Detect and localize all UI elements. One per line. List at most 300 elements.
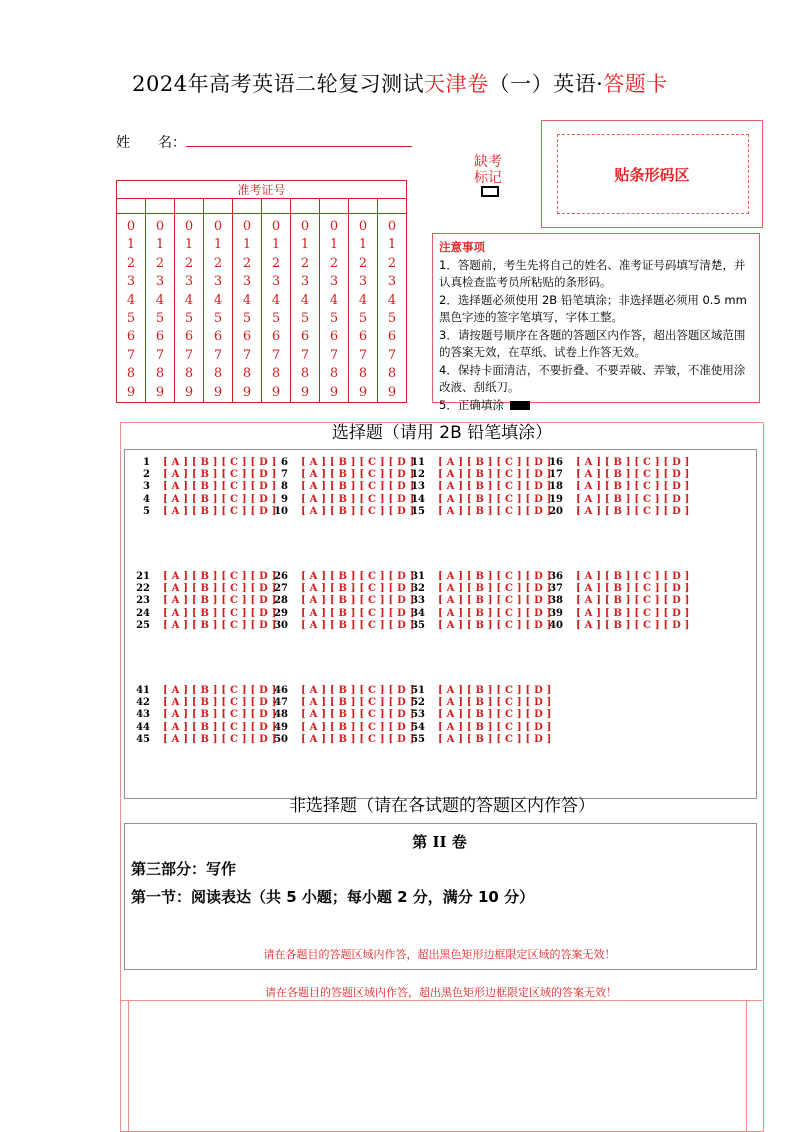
digit-bubble[interactable]: 1 [387, 237, 397, 253]
digit-bubble[interactable]: 7 [300, 347, 310, 363]
digit-bubble[interactable]: 9 [271, 384, 281, 400]
question-block [403, 456, 552, 517]
answer-options[interactable]: [ A ] [ B ] [ C ] [ D ] [301, 709, 415, 721]
digit-bubble[interactable]: 6 [213, 329, 223, 345]
question-number: 36 [549, 570, 563, 582]
question-row[interactable] [266, 505, 415, 517]
question-row[interactable] [128, 721, 277, 733]
answer-options[interactable]: [ A ] [ B ] [ C ] [ D ] [301, 684, 415, 696]
notes-panel [432, 233, 760, 412]
digit-bubble[interactable]: 1 [300, 237, 310, 253]
digit-bubble[interactable]: 8 [155, 366, 165, 382]
exam-number-grid [116, 180, 407, 403]
digit-bubble[interactable]: 9 [387, 384, 397, 400]
digit-bubble[interactable]: 5 [184, 311, 194, 327]
question-row[interactable] [541, 619, 690, 631]
digit-bubble[interactable]: 5 [329, 311, 339, 327]
question-row[interactable] [266, 696, 415, 708]
digit-bubble[interactable]: 0 [242, 219, 252, 234]
answer-options[interactable]: [ A ] [ B ] [ C ] [ D ] [301, 733, 415, 745]
question-row[interactable] [266, 570, 415, 582]
digit-bubble[interactable]: 7 [213, 347, 223, 363]
digit-bubble[interactable]: 0 [184, 219, 194, 234]
exam-number-column [175, 214, 204, 403]
digit-bubble[interactable]: 0 [329, 219, 339, 234]
digit-bubble[interactable]: 3 [358, 274, 368, 290]
question-number: 41 [136, 684, 150, 696]
exam-number-entry[interactable] [233, 199, 262, 214]
exam-number-entry[interactable] [378, 199, 407, 214]
answer-options[interactable]: [ A ] [ B ] [ C ] [ D ] [301, 696, 415, 708]
answer-options[interactable]: [ A ] [ B ] [ C ] [ D ] [576, 595, 690, 607]
notes-item: 3．请按题号顺序在各题的答题区内作答，超出答题区域范围的答案无效，在草纸、试卷上作答无效。 [439, 327, 746, 359]
answer-options[interactable]: [ A ] [ B ] [ C ] [ D ] [163, 468, 277, 480]
digit-bubble[interactable]: 9 [358, 384, 368, 400]
answer-options[interactable]: [ A ] [ B ] [ C ] [ D ] [301, 607, 415, 619]
digit-bubble[interactable]: 2 [358, 255, 368, 271]
digit-bubble[interactable]: 0 [126, 219, 136, 234]
digit-bubble[interactable]: 6 [155, 329, 165, 345]
answer-options[interactable]: [ A ] [ B ] [ C ] [ D ] [438, 733, 552, 745]
question-row[interactable] [403, 505, 552, 517]
question-number: 7 [281, 468, 288, 480]
answer-options[interactable]: [ A ] [ B ] [ C ] [ D ] [163, 684, 277, 696]
exam-number-column [378, 214, 407, 403]
page-title: 2024年高考英语二轮复习测试天津卷（一）英语·答题卡 [132, 72, 668, 96]
answer-options[interactable]: [ A ] [ B ] [ C ] [ D ] [301, 595, 415, 607]
question-number: 40 [549, 619, 563, 631]
digit-bubble[interactable]: 1 [271, 237, 281, 253]
answer-options[interactable]: [ A ] [ B ] [ C ] [ D ] [576, 582, 690, 594]
question-row[interactable] [403, 721, 552, 733]
question-number: 55 [411, 733, 425, 745]
digit-bubble[interactable]: 5 [387, 311, 397, 327]
question-number: 49 [274, 721, 288, 733]
answer-options[interactable]: [ A ] [ B ] [ C ] [ D ] [163, 595, 277, 607]
digit-bubble[interactable]: 5 [213, 311, 223, 327]
digit-bubble[interactable]: 1 [242, 237, 252, 253]
question-row[interactable] [128, 493, 277, 505]
digit-bubble[interactable]: 2 [300, 255, 310, 271]
digit-bubble[interactable]: 1 [126, 237, 136, 253]
digit-bubble[interactable]: 4 [213, 292, 223, 308]
section-title: 第一节：阅读表达（共 5 小题；每小题 2 分，满分 10 分） [131, 888, 535, 906]
digit-bubble[interactable]: 0 [155, 219, 165, 234]
question-row[interactable] [128, 696, 277, 708]
question-row[interactable] [266, 493, 415, 505]
question-number: 33 [411, 595, 425, 607]
digit-bubble[interactable]: 1 [213, 237, 223, 253]
digit-bubble[interactable]: 2 [387, 255, 397, 271]
answer-options[interactable]: [ A ] [ B ] [ C ] [ D ] [163, 607, 277, 619]
digit-bubble[interactable]: 5 [155, 311, 165, 327]
question-row[interactable] [403, 619, 552, 631]
digit-bubble[interactable]: 1 [358, 237, 368, 253]
exam-number-column [204, 214, 233, 403]
question-row[interactable] [403, 481, 552, 493]
digit-bubble[interactable]: 4 [184, 292, 194, 308]
digit-bubble[interactable]: 2 [184, 255, 194, 271]
question-row[interactable] [128, 582, 277, 594]
answer-options[interactable]: [ A ] [ B ] [ C ] [ D ] [301, 582, 415, 594]
answer-options[interactable]: [ A ] [ B ] [ C ] [ D ] [163, 696, 277, 708]
digit-bubble[interactable]: 9 [300, 384, 310, 400]
digit-bubble[interactable]: 7 [329, 347, 339, 363]
question-number: 29 [274, 607, 288, 619]
answer-options[interactable]: [ A ] [ B ] [ C ] [ D ] [438, 570, 552, 582]
question-row[interactable] [403, 709, 552, 721]
answer-options[interactable]: [ A ] [ B ] [ C ] [ D ] [438, 505, 552, 517]
exam-number-column [146, 214, 175, 403]
question-number: 46 [274, 684, 288, 696]
question-number: 26 [274, 570, 288, 582]
question-number: 34 [411, 607, 425, 619]
question-block [128, 570, 277, 631]
question-number: 25 [136, 619, 150, 631]
question-row[interactable] [266, 684, 415, 696]
answer-options[interactable]: [ A ] [ B ] [ C ] [ D ] [163, 481, 277, 493]
question-row[interactable] [128, 684, 277, 696]
answer-options[interactable]: [ A ] [ B ] [ C ] [ D ] [301, 619, 415, 631]
question-row[interactable] [541, 570, 690, 582]
question-number: 9 [281, 493, 288, 505]
question-row[interactable] [403, 595, 552, 607]
digit-bubble[interactable]: 0 [271, 219, 281, 234]
exam-number-entry[interactable] [204, 199, 233, 214]
digit-bubble[interactable]: 3 [126, 274, 136, 290]
digit-bubble[interactable]: 8 [329, 366, 339, 382]
question-row[interactable] [541, 582, 690, 594]
digit-bubble[interactable]: 4 [242, 292, 252, 308]
question-row[interactable] [266, 709, 415, 721]
digit-bubble[interactable]: 4 [300, 292, 310, 308]
digit-bubble[interactable]: 2 [329, 255, 339, 271]
digit-bubble[interactable]: 8 [271, 366, 281, 382]
question-number: 54 [411, 721, 425, 733]
answer-options[interactable]: [ A ] [ B ] [ C ] [ D ] [301, 570, 415, 582]
answer-options[interactable]: [ A ] [ B ] [ C ] [ D ] [438, 607, 552, 619]
answer-options[interactable]: [ A ] [ B ] [ C ] [ D ] [163, 709, 277, 721]
answer-options[interactable]: [ A ] [ B ] [ C ] [ D ] [301, 721, 415, 733]
question-row[interactable] [541, 456, 690, 468]
digit-bubble[interactable]: 5 [242, 311, 252, 327]
digit-bubble[interactable]: 5 [300, 311, 310, 327]
question-number: 32 [411, 582, 425, 594]
question-number: 3 [143, 481, 150, 493]
question-number: 5 [143, 505, 150, 517]
exam-number-column [233, 214, 262, 403]
question-number: 21 [136, 570, 150, 582]
question-number: 31 [411, 570, 425, 582]
notes-item: 4．保持卡面清洁，不要折叠、不要弄破、弄皱，不准使用涂改液、刮纸刀。 [439, 362, 746, 394]
digit-bubble[interactable]: 1 [329, 237, 339, 253]
area-warning: 请在各题目的答题区域内作答，超出黑色矩形边框限定区域的答案无效！ [263, 948, 616, 961]
answer-options[interactable]: [ A ] [ B ] [ C ] [ D ] [438, 721, 552, 733]
digit-bubble[interactable]: 3 [387, 274, 397, 290]
digit-bubble[interactable]: 4 [126, 292, 136, 308]
digit-bubble[interactable]: 2 [242, 255, 252, 271]
digit-bubble[interactable]: 5 [271, 311, 281, 327]
digit-bubble[interactable]: 0 [300, 219, 310, 234]
digit-bubble[interactable]: 6 [387, 329, 397, 345]
digit-bubble[interactable]: 0 [387, 219, 397, 234]
digit-bubble[interactable]: 1 [155, 237, 165, 253]
answer-options[interactable]: [ A ] [ B ] [ C ] [ D ] [301, 481, 415, 493]
answer-options[interactable]: [ A ] [ B ] [ C ] [ D ] [438, 582, 552, 594]
question-row[interactable] [403, 570, 552, 582]
question-row[interactable] [128, 468, 277, 480]
answer-options[interactable]: [ A ] [ B ] [ C ] [ D ] [438, 595, 552, 607]
digit-bubble[interactable]: 7 [271, 347, 281, 363]
question-row[interactable] [541, 505, 690, 517]
exam-number-entry[interactable] [320, 199, 349, 214]
question-block [403, 684, 552, 745]
digit-bubble[interactable]: 4 [155, 292, 165, 308]
name-label: 姓 名： [116, 135, 186, 151]
question-number: 27 [274, 582, 288, 594]
digit-bubble[interactable]: 6 [300, 329, 310, 345]
digit-bubble[interactable]: 9 [329, 384, 339, 400]
digit-bubble[interactable]: 2 [213, 255, 223, 271]
answer-options[interactable]: [ A ] [ B ] [ C ] [ D ] [301, 468, 415, 480]
question-number: 20 [549, 505, 563, 517]
answer-options[interactable]: [ A ] [ B ] [ C ] [ D ] [576, 505, 690, 517]
question-row[interactable] [403, 733, 552, 745]
answer-options[interactable]: [ A ] [ B ] [ C ] [ D ] [163, 505, 277, 517]
exam-number-column [291, 214, 320, 403]
question-row[interactable] [266, 721, 415, 733]
question-block [128, 684, 277, 745]
question-block [266, 570, 415, 631]
answer-options[interactable]: [ A ] [ B ] [ C ] [ D ] [576, 456, 690, 468]
notes-title: 注意事项 [439, 240, 485, 254]
exam-number-entry[interactable] [291, 199, 320, 214]
question-number: 38 [549, 595, 563, 607]
answer-options[interactable]: [ A ] [ B ] [ C ] [ D ] [438, 696, 552, 708]
answer-options[interactable]: [ A ] [ B ] [ C ] [ D ] [576, 619, 690, 631]
digit-bubble[interactable]: 6 [358, 329, 368, 345]
question-row[interactable] [266, 468, 415, 480]
digit-bubble[interactable]: 3 [300, 274, 310, 290]
absent-mark-label: 缺考标记 [474, 154, 502, 186]
question-number: 22 [136, 582, 150, 594]
exam-number-header: 准考证号 [117, 181, 407, 199]
digit-bubble[interactable]: 3 [242, 274, 252, 290]
digit-bubble[interactable]: 7 [242, 347, 252, 363]
digit-bubble[interactable]: 7 [155, 347, 165, 363]
digit-bubble[interactable]: 9 [184, 384, 194, 400]
question-row[interactable] [128, 456, 277, 468]
question-row[interactable] [266, 481, 415, 493]
digit-bubble[interactable]: 8 [213, 366, 223, 382]
question-number: 52 [411, 696, 425, 708]
absent-mark-box[interactable] [481, 186, 499, 197]
question-number: 13 [411, 481, 425, 493]
digit-bubble[interactable]: 9 [155, 384, 165, 400]
digit-bubble[interactable]: 2 [126, 255, 136, 271]
question-row[interactable] [403, 456, 552, 468]
digit-bubble[interactable]: 7 [358, 347, 368, 363]
answer-options[interactable]: [ A ] [ B ] [ C ] [ D ] [301, 505, 415, 517]
digit-bubble[interactable]: 0 [358, 219, 368, 234]
answer-options[interactable]: [ A ] [ B ] [ C ] [ D ] [438, 684, 552, 696]
volume-title: 第 II 卷 [412, 833, 467, 851]
question-row[interactable] [403, 468, 552, 480]
question-number: 12 [411, 468, 425, 480]
writing-area[interactable] [128, 1000, 747, 1132]
question-row[interactable] [128, 595, 277, 607]
question-number: 43 [136, 709, 150, 721]
notes-item-fill-example: 5．正确填涂 [439, 397, 753, 415]
notes-item: 2．选择题必须使用 2B 铅笔填涂；非选择题必须用 0.5 mm 黑色字迹的签字笔填写，字体工整。 [439, 292, 747, 324]
question-number: 10 [274, 505, 288, 517]
exam-number-entry[interactable] [146, 199, 175, 214]
question-row[interactable] [266, 595, 415, 607]
question-row[interactable] [403, 684, 552, 696]
notes-item: 1．答题前，考生先将自己的姓名、准考证号码填写清楚，并认真检查监考员所粘贴的条形码。 [439, 257, 746, 289]
answer-options[interactable]: [ A ] [ B ] [ C ] [ D ] [438, 468, 552, 480]
question-number: 24 [136, 607, 150, 619]
question-number: 30 [274, 619, 288, 631]
digit-bubble[interactable]: 8 [126, 366, 136, 382]
question-row[interactable] [266, 607, 415, 619]
digit-bubble[interactable]: 6 [126, 329, 136, 345]
answer-options[interactable]: [ A ] [ B ] [ C ] [ D ] [163, 456, 277, 468]
exam-number-column [320, 214, 349, 403]
digit-bubble[interactable]: 4 [271, 292, 281, 308]
digit-bubble[interactable]: 8 [387, 366, 397, 382]
question-row[interactable] [128, 505, 277, 517]
answer-options[interactable]: [ A ] [ B ] [ C ] [ D ] [438, 709, 552, 721]
question-row[interactable] [541, 493, 690, 505]
digit-bubble[interactable]: 3 [184, 274, 194, 290]
question-block [266, 684, 415, 745]
question-row[interactable] [403, 607, 552, 619]
question-number: 44 [136, 721, 150, 733]
digit-bubble[interactable]: 6 [184, 329, 194, 345]
question-block [541, 570, 690, 631]
question-block [403, 570, 552, 631]
exam-number-column [349, 214, 378, 403]
digit-bubble[interactable]: 7 [126, 347, 136, 363]
digit-bubble[interactable]: 3 [155, 274, 165, 290]
exam-number-entry[interactable] [117, 199, 146, 214]
question-row[interactable] [266, 619, 415, 631]
digit-bubble[interactable]: 5 [358, 311, 368, 327]
digit-bubble[interactable]: 9 [242, 384, 252, 400]
digit-bubble[interactable]: 9 [126, 384, 136, 400]
question-row[interactable] [403, 493, 552, 505]
question-row[interactable] [403, 696, 552, 708]
answer-options[interactable]: [ A ] [ B ] [ C ] [ D ] [163, 619, 277, 631]
question-number: 17 [549, 468, 563, 480]
question-row[interactable] [541, 468, 690, 480]
question-number: 15 [411, 505, 425, 517]
digit-bubble[interactable]: 8 [184, 366, 194, 382]
choice-section-title: 选择题（请用 2B 铅笔填涂） [331, 423, 553, 443]
question-number: 16 [549, 456, 563, 468]
question-row[interactable] [128, 619, 277, 631]
digit-bubble[interactable]: 8 [358, 366, 368, 382]
exam-number-entry[interactable] [349, 199, 378, 214]
question-row[interactable] [403, 582, 552, 594]
digit-bubble[interactable]: 6 [271, 329, 281, 345]
digit-bubble[interactable]: 9 [213, 384, 223, 400]
answer-options[interactable]: [ A ] [ B ] [ C ] [ D ] [576, 607, 690, 619]
digit-bubble[interactable]: 2 [271, 255, 281, 271]
digit-bubble[interactable]: 8 [242, 366, 252, 382]
name-field[interactable] [186, 146, 412, 147]
answer-options[interactable]: [ A ] [ B ] [ C ] [ D ] [163, 721, 277, 733]
exam-number-entry[interactable] [175, 199, 204, 214]
question-row[interactable] [266, 582, 415, 594]
question-row[interactable] [128, 481, 277, 493]
digit-bubble[interactable]: 7 [184, 347, 194, 363]
digit-bubble[interactable]: 6 [329, 329, 339, 345]
question-number: 39 [549, 607, 563, 619]
question-number: 11 [411, 456, 425, 468]
answer-options[interactable]: [ A ] [ B ] [ C ] [ D ] [163, 493, 277, 505]
answer-options[interactable]: [ A ] [ B ] [ C ] [ D ] [163, 733, 277, 745]
question-number: 42 [136, 696, 150, 708]
answer-options[interactable]: [ A ] [ B ] [ C ] [ D ] [576, 468, 690, 480]
area-warning: 请在各题目的答题区域内作答，超出黑色矩形边框限定区域的答案无效！ [265, 986, 617, 999]
digit-bubble[interactable]: 3 [329, 274, 339, 290]
digit-bubble[interactable]: 0 [213, 219, 223, 234]
question-row[interactable] [266, 733, 415, 745]
question-row[interactable] [541, 607, 690, 619]
digit-bubble[interactable]: 4 [329, 292, 339, 308]
digit-bubble[interactable]: 7 [387, 347, 397, 363]
digit-bubble[interactable]: 4 [358, 292, 368, 308]
exam-number-entry[interactable] [262, 199, 291, 214]
digit-bubble[interactable]: 3 [271, 274, 281, 290]
filled-mark-example [510, 401, 530, 410]
answer-options[interactable]: [ A ] [ B ] [ C ] [ D ] [438, 481, 552, 493]
question-block [128, 456, 277, 517]
answer-options[interactable]: [ A ] [ B ] [ C ] [ D ] [576, 493, 690, 505]
part-title: 第三部分：写作 [131, 860, 237, 878]
question-row[interactable] [266, 456, 415, 468]
digit-bubble[interactable]: 4 [387, 292, 397, 308]
digit-bubble[interactable]: 1 [184, 237, 194, 253]
answer-options[interactable]: [ A ] [ B ] [ C ] [ D ] [438, 456, 552, 468]
answer-options[interactable]: [ A ] [ B ] [ C ] [ D ] [438, 493, 552, 505]
question-number: 23 [136, 595, 150, 607]
answer-options[interactable]: [ A ] [ B ] [ C ] [ D ] [576, 570, 690, 582]
digit-bubble[interactable]: 3 [213, 274, 223, 290]
question-row[interactable] [128, 733, 277, 745]
question-block [266, 456, 415, 517]
digit-bubble[interactable]: 5 [126, 311, 136, 327]
question-row[interactable] [541, 481, 690, 493]
question-row[interactable] [128, 709, 277, 721]
question-number: 50 [274, 733, 288, 745]
answer-options[interactable]: [ A ] [ B ] [ C ] [ D ] [163, 582, 277, 594]
question-row[interactable] [128, 607, 277, 619]
digit-bubble[interactable]: 2 [155, 255, 165, 271]
digit-bubble[interactable]: 8 [300, 366, 310, 382]
answer-options[interactable]: [ A ] [ B ] [ C ] [ D ] [301, 456, 415, 468]
question-row[interactable] [128, 570, 277, 582]
answer-options[interactable]: [ A ] [ B ] [ C ] [ D ] [163, 570, 277, 582]
question-block [541, 456, 690, 517]
answer-options[interactable]: [ A ] [ B ] [ C ] [ D ] [301, 493, 415, 505]
question-row[interactable] [541, 595, 690, 607]
digit-bubble[interactable]: 6 [242, 329, 252, 345]
answer-options[interactable]: [ A ] [ B ] [ C ] [ D ] [438, 619, 552, 631]
answer-options[interactable]: [ A ] [ B ] [ C ] [ D ] [576, 481, 690, 493]
